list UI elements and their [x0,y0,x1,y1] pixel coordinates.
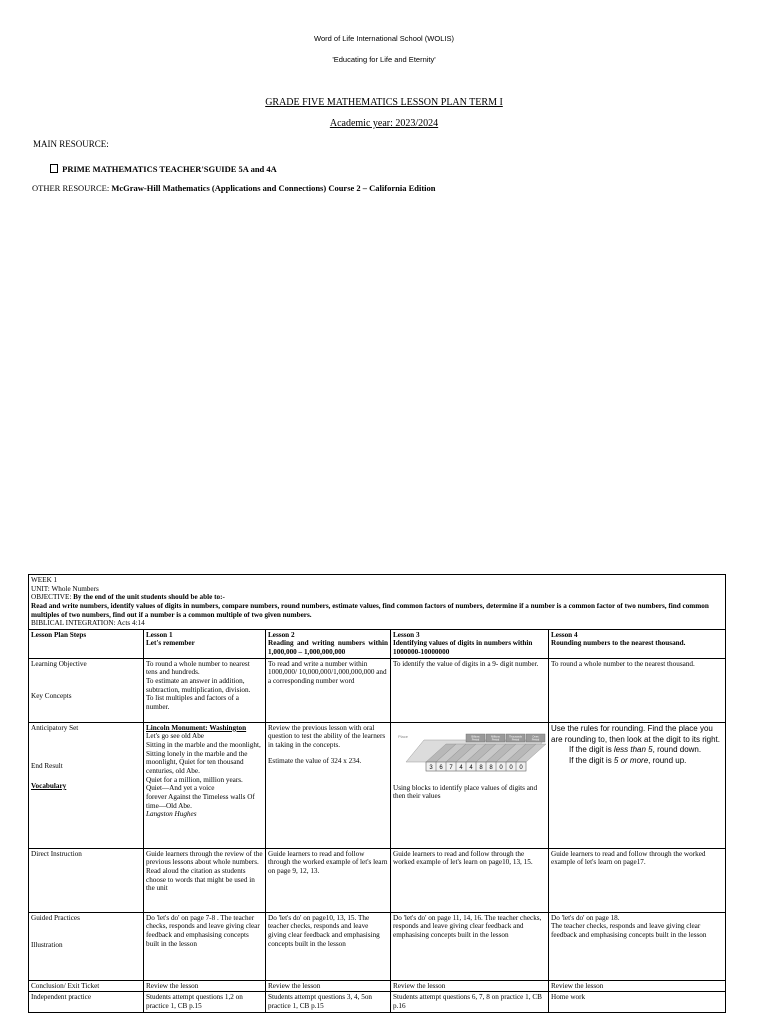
week-row [29,575,726,630]
digit-label: 3 [429,764,433,771]
digit-label: 0 [509,764,513,771]
other-resource-label: OTHER RESOURCE: [32,183,112,193]
objective-line [31,593,723,602]
lesson4-objective: To round a whole number to the nearest thousand. [549,658,726,722]
lesson4-number: Lesson 4 [551,630,578,639]
lesson3-blocks-text: Using blocks to identify place values of digits and then their values [393,783,538,801]
digit-label: 7 [449,764,453,771]
period-header-label: Ones [532,735,539,739]
round-up-c: , round up. [648,756,687,766]
end-result-label: End Result [31,762,63,771]
digit-label: 6 [439,764,443,771]
poem-text: Let's go see old Abe Sitting in the marble and the moonlight, Sitting lonely in the marble and the moonlight, Quiet for ten thousand centuries, old Abe. Quiet for a million, million years. Quiet—And yet a voice forever Against the Timeless walls Of time—Old Abe. [146,732,261,810]
anticipatory-row [29,722,726,848]
place-value-blocks-image [396,732,546,780]
direct-instruction-row [29,848,726,912]
digit-label: 4 [469,764,473,771]
school-name: Word of Life International School (WOLIS) [314,34,454,43]
period-header-label: Millions [491,735,500,739]
columns-header-row [29,629,726,658]
independent-practice-row [29,992,726,1012]
anticipatory-step-cell [29,722,144,848]
lesson1-title: Let's remember [146,639,195,648]
lesson1-conclusion: Review the lesson [144,980,266,992]
place-value-chart [396,732,546,780]
lesson3-independent: Students attempt questions 6, 7, 8 on practice 1, CB p.16 [391,992,549,1012]
document-title: GRADE FIVE MATHEMATICS LESSON PLAN TERM I [265,97,503,108]
other-resource [32,183,436,193]
lesson1-guided: Do 'let's do' on page 7-8 . The teacher checks, responds and leave giving clear feedback and emphasising concepts built in the lesson [144,912,266,980]
lesson1-anticipatory [144,722,266,848]
round-up-rule [551,756,723,767]
lesson1-objective: To round a whole number to nearest tens and hundreds. To estimate an answer in addition, subtraction, multiplication, division. To list multiples and factors of a number. [144,658,266,722]
digit-label: 0 [499,764,503,771]
lesson2-review-text: Review the previous lesson with oral question to test the ability of the learners in taking in the concepts. [268,723,386,750]
guided-practices-label: Guided Practices [31,913,80,922]
lesson2-anticipatory [266,722,391,848]
steps-header: Lesson Plan Steps [29,629,144,658]
lesson-plan-table [28,574,726,1013]
lesson3-guided: Do 'let's do' on page 11, 14, 16. The teacher checks, responds and leave giving clear feedback and emphasising concepts built in the lesson [391,912,549,980]
illustration-label: Illustration [31,941,63,950]
period-header-label: Period [491,738,500,742]
objective-lead: By the end of the unit students should be able to:- [73,593,225,602]
period-header-label: Billions [471,735,480,739]
lesson3-direct: Guide learners to read and follow through the worked example of let's learn on page10, 13, 15. [391,848,549,912]
lesson3-conclusion: Review the lesson [391,980,549,992]
lesson1-number: Lesson 1 [146,630,173,639]
round-down-b: less than 5 [613,745,653,755]
objective-row [29,658,726,722]
lesson3-title: Identifying values of digits in numbers within 1000000-10000000 [393,639,533,657]
lesson3-number: Lesson 3 [393,630,420,639]
lesson4-guided: Do 'let's do' on page 18. The teacher checks, responds and leave giving clear feedback and emphasising concepts built in the lesson [549,912,726,980]
lesson4-anticipatory [549,722,726,848]
lesson2-objective: To read and write a number within 1000,000/ 10,000,000/1,000,000,000 and a corresponding number word [266,658,391,722]
digit-label: 8 [479,764,483,771]
lesson4-direct: Guide learners to read and follow through the worked example of let's learn on page17. [549,848,726,912]
digit-label: 8 [489,764,493,771]
main-resource-text: PRIME MATHEMATICS TEACHER'SGUIDE 5A and 4A [60,164,277,174]
learning-objective-label: Learning Objective [31,659,87,668]
direct-instruction-label: Direct Instruction [29,848,144,912]
other-resource-text: McGraw-Hill Mathematics (Applications and Connections) Course 2 – California Edition [111,183,436,193]
lesson3-anticipatory [391,722,549,848]
independent-practice-label: Independent practice [29,992,144,1012]
vocabulary-label: Vocabulary [31,782,67,791]
lesson2-guided: Do 'let's do' on page10, 13, 15. The teacher checks, responds and leave giving clear feedback and emphasising concepts built in the lesson [266,912,391,980]
period-header-label: Period [471,738,480,742]
tilted-blocks [426,744,546,762]
objective-step-cell [29,658,144,722]
biblical-integration: BIBLICAL INTEGRATION: Acts 4:14 [31,619,145,628]
period-header-label: Thousands [509,735,522,739]
poem-author: Langston Hughes [146,810,197,819]
digit-label: 4 [459,764,463,771]
conclusion-label: Conclusion/ Exit Ticket [29,980,144,992]
lesson2-conclusion: Review the lesson [266,980,391,992]
key-concepts-label: Key Concepts [31,692,72,701]
anticipatory-set-label: Anticipatory Set [31,723,79,732]
lesson3-objective: To identify the value of digits in a 9- digit number. [391,658,549,722]
digit-label: 0 [519,764,523,771]
round-down-c: , round down. [652,745,702,755]
lesson2-number: Lesson 2 [268,630,295,639]
round-down-a: If the digit is [569,745,614,755]
week-label: WEEK 1 [31,576,58,584]
objective-body: Read and write numbers, identify values of digits in numbers, compare numbers, round numbers, estimate values, find common factors of numbers, determine if a number is a common factor of two numbers, find common multiples of two numbers, find out if a number is a common multiple of two given numbers. [31,601,709,619]
lesson4-conclusion: Review the lesson [549,980,726,992]
rounding-rule: Use the rules for rounding. Find the place you are rounding to, then look at the digit to its right. [551,723,720,744]
lesson1-direct: Guide learners through the review of the previous lessons about whole numbers. Read aloud the citation as students choose to words that might be used in the unit [144,848,266,912]
lesson4-independent: Home work [549,992,726,1012]
school-motto: 'Educating for Life and Eternity' [332,55,436,64]
round-up-b: 5 or more [613,756,649,766]
poem-title: Lincoln Monument: Washington [146,723,247,732]
week-header-cell [29,575,726,630]
period-header-label: Period [531,738,540,742]
lesson2-direct: Guide learners to read and follow through the worked example of let's learn on page 9, 12, 13. [266,848,391,912]
bullet-icon [50,164,58,173]
lesson1-header [144,629,266,658]
lesson2-independent: Students attempt questions 3, 4, 5on practice 1, CB p.15 [266,992,391,1012]
lesson4-header [549,629,726,658]
guided-practice-row [29,912,726,980]
place-corner-label: Place [398,733,409,739]
lesson2-title: Reading and writing numbers within 1,000,000 – 1,000,000,000 [268,639,388,657]
academic-year: Academic year: 2023/2024 [329,118,439,129]
lesson1-independent: Students attempt questions 1,2 on practice 1, CB p.15 [144,992,266,1012]
guided-step-cell [29,912,144,980]
lesson3-header [391,629,549,658]
lesson4-title: Rounding numbers to the nearest thousand. [551,639,686,648]
lesson2-estimate-text: Estimate the value of 324 x 234. [268,756,362,765]
period-header-label: Period [511,738,520,742]
unit-label: UNIT: Whole Numbers [31,584,99,593]
round-down-rule [551,745,723,756]
main-resource [50,164,277,174]
lesson2-header [266,629,391,658]
objective-label: OBJECTIVE: [31,593,74,602]
round-up-a: If the digit is [569,756,614,766]
main-resource-label: MAIN RESOURCE: [33,139,109,149]
conclusion-row [29,980,726,992]
